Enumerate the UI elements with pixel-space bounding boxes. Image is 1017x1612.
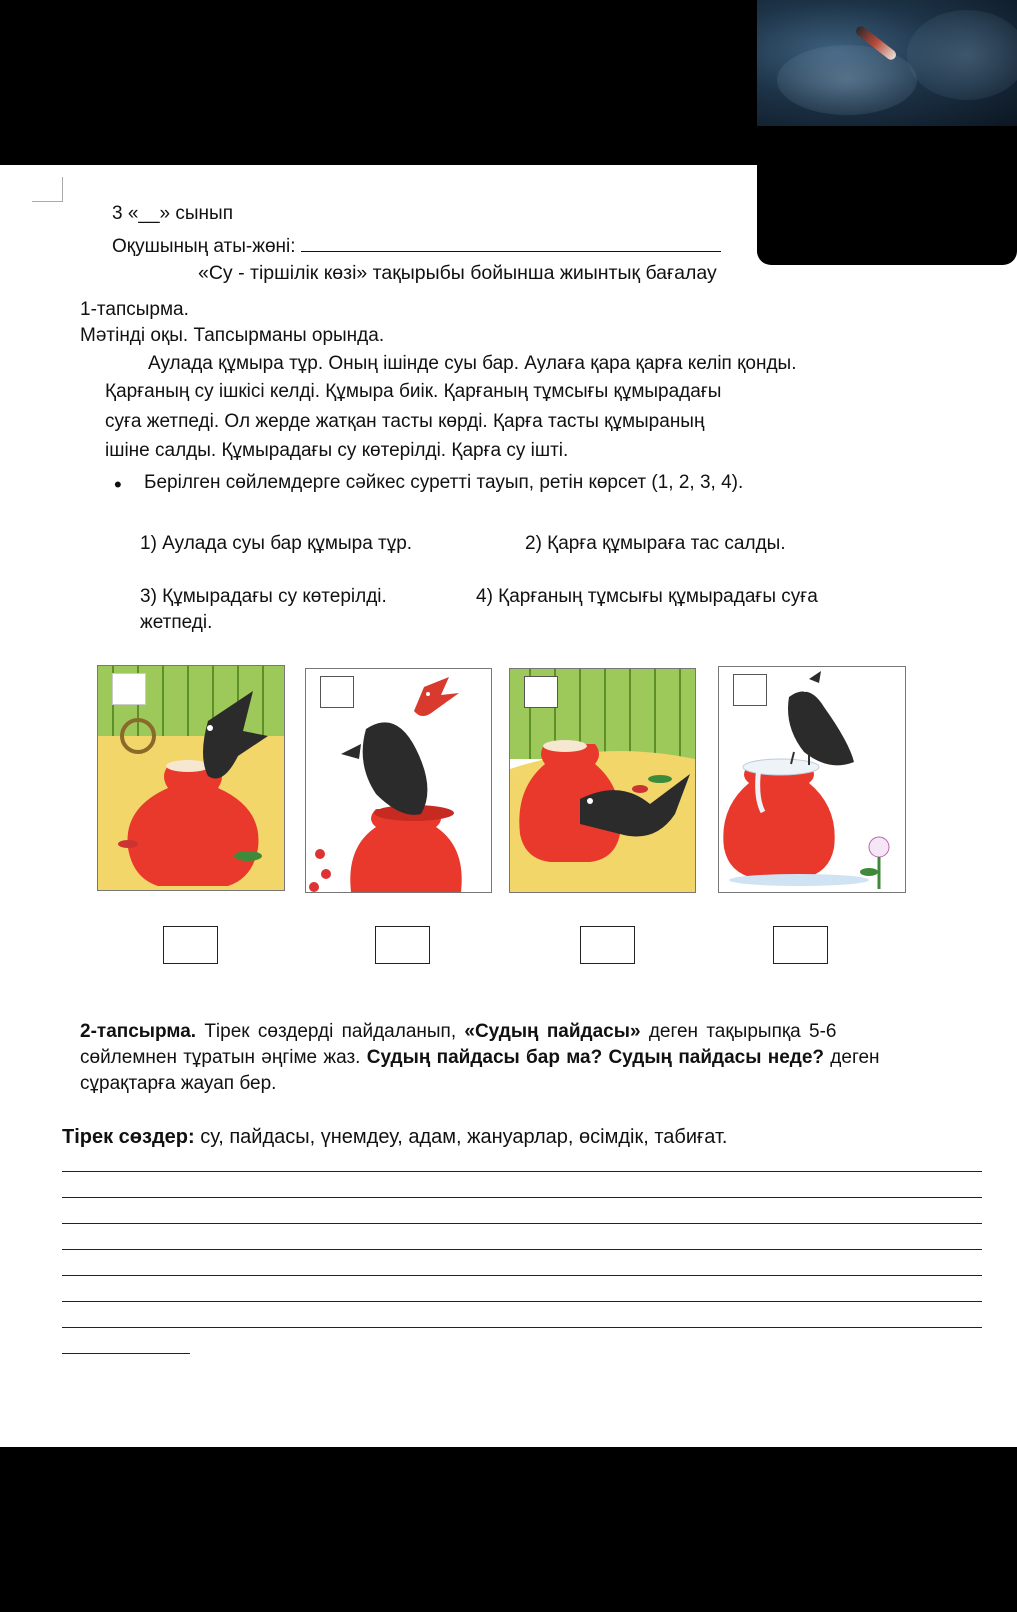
page-corner-mark [32,177,63,202]
task1-bullet: • Берілген сөйлемдерге сәйкес суретті тауып, ретін көрсет (1, 2, 3, 4). [144,472,743,494]
task2-line-1: 2-тапсырма. Тірек сөздерді пайдаланып, «Судың пайдасы» деген тақырыпқа 5-6 [80,1021,837,1042]
writing-line-4[interactable] [62,1249,982,1250]
redaction-block [757,165,1017,265]
bottom-black-bar [0,1447,1017,1612]
task1-text-line-2: Қарғаның су ішкісі келді. Құмыра биік. Қарғаның тұмсығы құмырадағы [105,381,722,402]
writing-line-1[interactable] [62,1171,982,1172]
writing-line-8[interactable] [62,1353,190,1354]
writing-line-2[interactable] [62,1197,982,1198]
sentence-3: 3) Құмырадағы су көтерілді. [140,586,387,607]
task2-questions: Судың пайдасы бар ма? Судың пайдасы неде? [366,1047,825,1068]
keywords-label: Тірек сөздер: [62,1126,195,1148]
writing-line-6[interactable] [62,1301,982,1302]
task2-line-2: сөйлемнен тұратын әңгіме жаз. Судың пайдасы бар ма? Судың пайдасы неде? деген [80,1047,880,1068]
photo-thumbnail [757,0,1017,126]
writing-line-5[interactable] [62,1275,982,1276]
picture-2 [305,668,492,893]
task1-text-line-3: суға жетпеді. Ол жерде жатқан тасты көрді. Қарға тасты құмыраның [105,411,705,432]
student-name-label: Оқушының аты-жөні: [112,236,296,257]
class-label: 3 «__» сынып [112,203,233,224]
picture-3 [509,668,696,893]
sentence-4-cont: жетпеді. [140,612,213,633]
task1-title: 1-тапсырма. [80,299,189,320]
sentence-4: 4) Қарғаның тұмсығы құмырадағы суға [476,586,818,607]
page-title: «Су - тіршілік көзі» тақырыбы бойынша жиынтық бағалау [198,262,717,284]
student-name-row [112,236,721,258]
task2-line-3: сұрақтарға жауап бер. [80,1073,277,1094]
student-name-field[interactable] [301,251,721,252]
picture-1 [97,665,285,891]
task1-instruction: Мәтінді оқы. Тапсырманы орында. [80,325,385,346]
sentence-2: 2) Қарға құмыраға тас салды. [525,533,786,554]
task1-text-line-4: ішіне салды. Құмырадағы су көтерілді. Қарға су ішті. [105,440,569,461]
answer-box-1[interactable] [163,926,218,964]
task2-topic: «Судың пайдасы» [464,1021,641,1042]
picture-4 [718,666,906,893]
answer-box-3[interactable] [580,926,635,964]
answer-box-2[interactable] [375,926,430,964]
writing-line-7[interactable] [62,1327,982,1328]
sentence-1: 1) Аулада суы бар құмыра тұр. [140,533,413,554]
answer-box-4[interactable] [773,926,828,964]
task1-text-line-1: Аулада құмыра тұр. Оның ішінде суы бар. Аулаға қара қарға келіп қонды. [148,353,797,374]
writing-line-3[interactable] [62,1223,982,1224]
keywords-list: су, пайдасы, үнемдеу, адам, жануарлар, өсімдік, табиғат. [200,1126,728,1148]
task2-title: 2-тапсырма. [80,1021,197,1042]
keywords-row [62,1126,727,1149]
